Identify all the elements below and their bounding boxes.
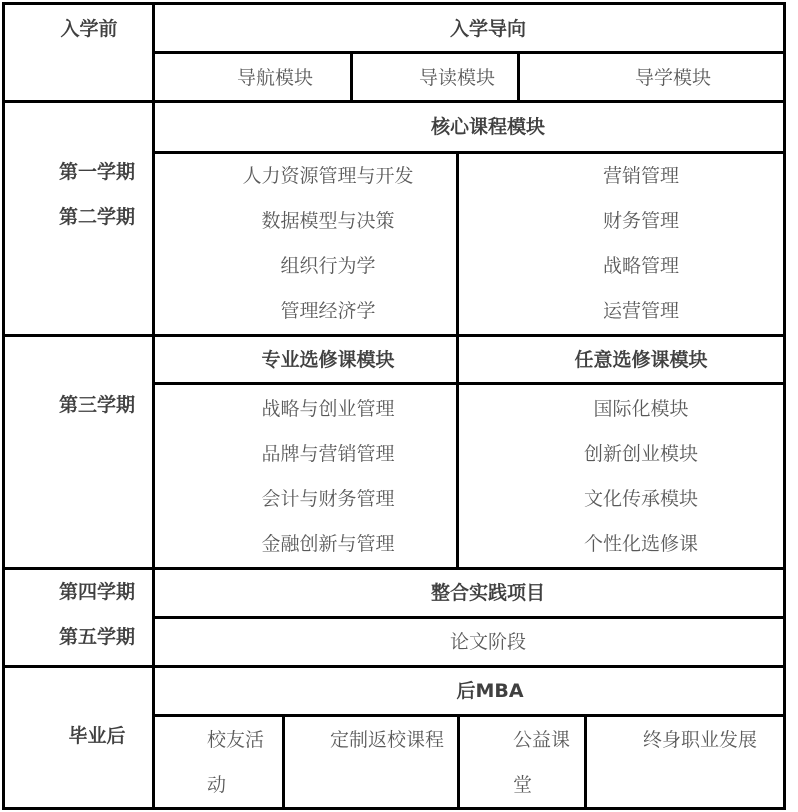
core-course: 财务管理 [602, 210, 680, 232]
post-mba-item: 公益课 [513, 729, 571, 751]
core-course: 组织行为学 [280, 255, 376, 277]
orientation-module: 导学模块 [634, 67, 712, 89]
thesis-stage: 论文阶段 [449, 631, 527, 653]
professional-elective: 金融创新与管理 [261, 533, 395, 555]
period-term-4: 第四学期 [58, 581, 136, 603]
row-separator-inner [152, 382, 786, 385]
post-mba-item: 动 [207, 774, 227, 796]
post-mba-item: 定制返校课程 [330, 729, 445, 751]
cell-divider [517, 51, 520, 102]
row-separator [2, 334, 786, 337]
cell-divider [350, 51, 353, 102]
optional-elective: 文化传承模块 [583, 488, 699, 510]
core-course: 营销管理 [602, 165, 680, 187]
period-term-3: 第三学期 [58, 394, 136, 416]
row-separator-inner [152, 616, 786, 619]
professional-elective: 会计与财务管理 [261, 488, 395, 510]
border-bottom [2, 807, 786, 810]
cell-divider [457, 714, 460, 810]
row-separator [2, 567, 786, 570]
period-term-2: 第二学期 [58, 206, 136, 228]
core-course: 数据模型与决策 [261, 210, 395, 232]
core-course: 战略管理 [602, 255, 680, 277]
row-separator [2, 100, 786, 103]
optional-elective: 个性化选修课 [583, 533, 699, 555]
row-separator-inner [152, 151, 786, 154]
orientation-module: 导读模块 [418, 67, 496, 89]
row-separator-inner [152, 51, 786, 54]
core-modules-title: 核心课程模块 [430, 116, 546, 138]
cell-divider [584, 714, 587, 810]
period-column-divider [152, 2, 155, 810]
post-mba-item: 校友活 [207, 729, 265, 751]
border-top [2, 2, 786, 5]
border-right [783, 2, 786, 810]
cell-divider [282, 714, 285, 810]
post-mba-title: 后MBA [456, 680, 524, 702]
period-term-1: 第一学期 [58, 161, 136, 183]
period-term-5: 第五学期 [58, 626, 136, 648]
practice-project: 整合实践项目 [430, 582, 546, 604]
core-course: 人力资源管理与开发 [242, 165, 414, 187]
core-course: 管理经济学 [280, 300, 376, 322]
border-left [2, 2, 5, 810]
optional-elective: 国际化模块 [593, 398, 689, 420]
period-after-graduation: 毕业后 [68, 725, 126, 747]
orientation-title: 入学导向 [449, 18, 527, 40]
row-separator-inner [152, 714, 786, 717]
professional-elective-title: 专业选修课模块 [261, 349, 395, 371]
cell-divider [456, 151, 459, 568]
row-separator [2, 665, 786, 668]
optional-elective: 创新创业模块 [583, 443, 699, 465]
period-before-enrollment: 入学前 [60, 18, 118, 40]
professional-elective: 战略与创业管理 [261, 398, 395, 420]
professional-elective: 品牌与营销管理 [261, 443, 395, 465]
optional-elective-title: 任意选修课模块 [574, 349, 708, 371]
core-course: 运营管理 [602, 300, 680, 322]
post-mba-item: 堂 [513, 774, 533, 796]
orientation-module: 导航模块 [236, 67, 314, 89]
post-mba-item: 终身职业发展 [643, 729, 758, 751]
